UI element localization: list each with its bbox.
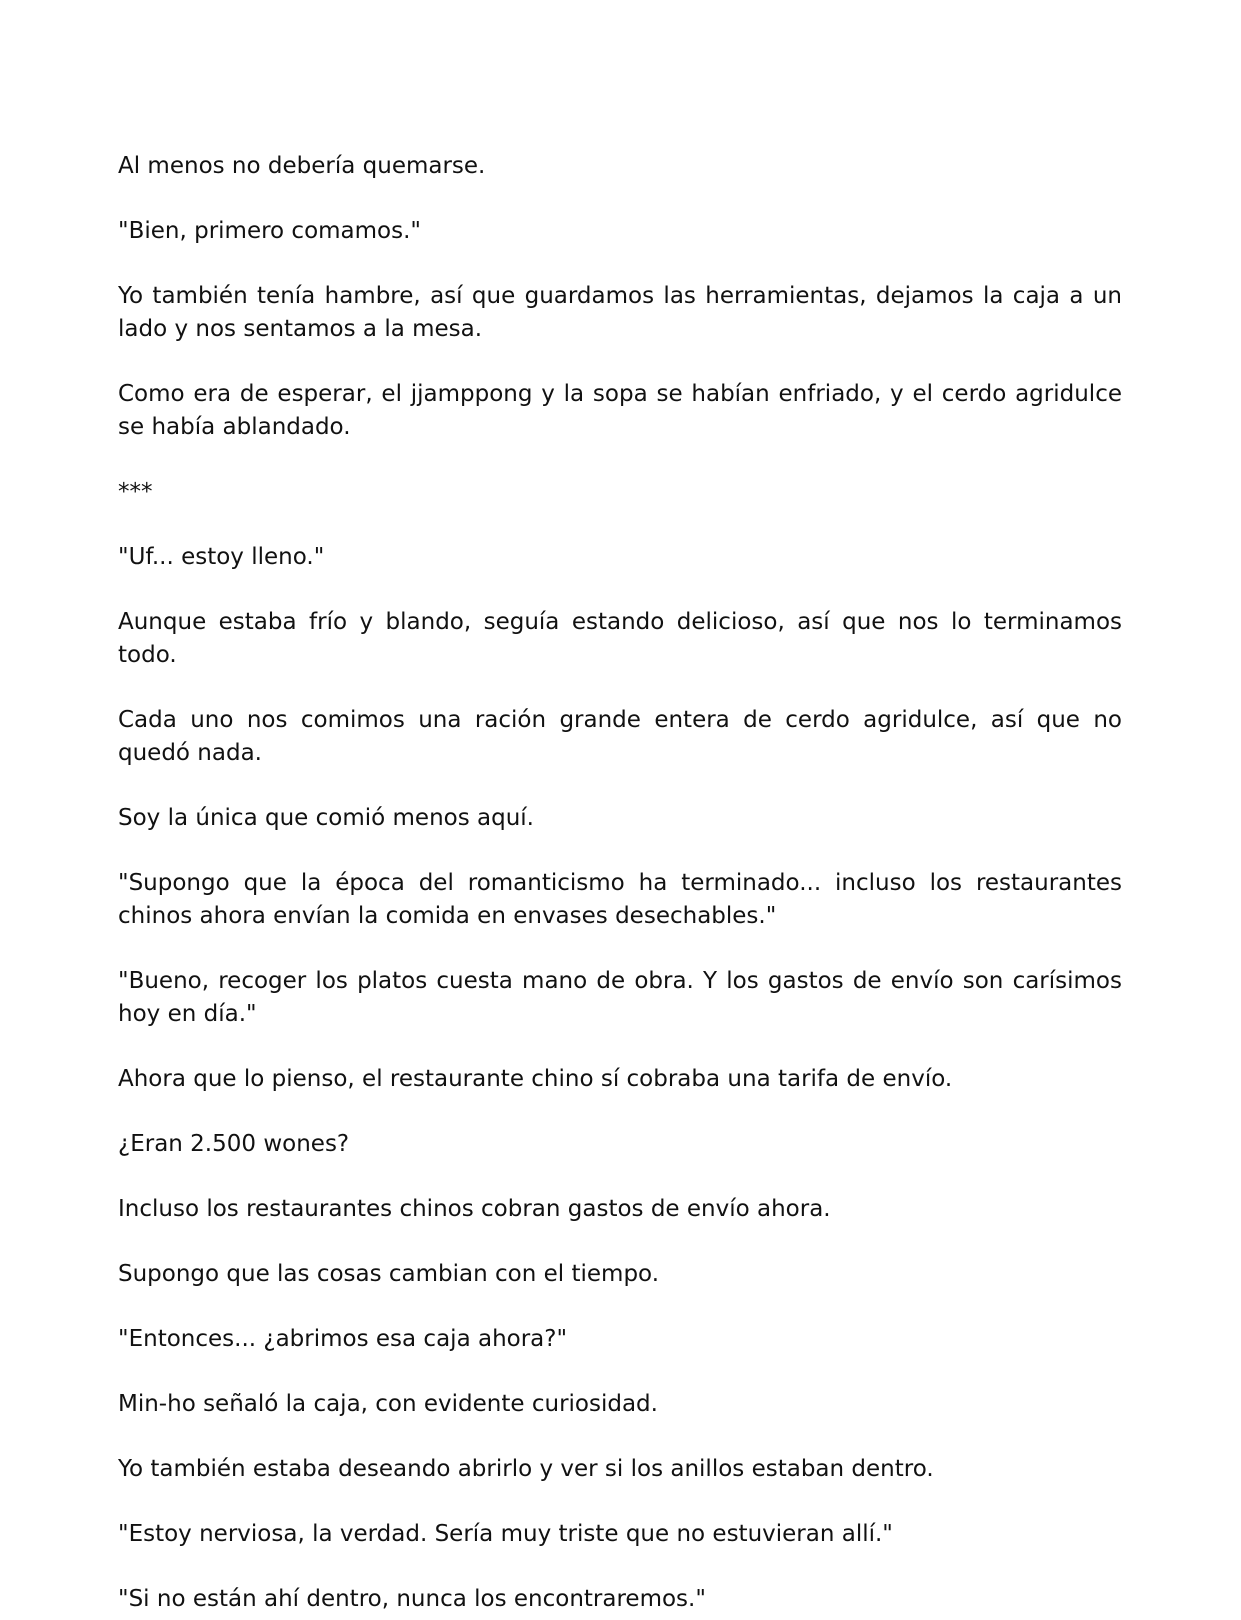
paragraph: Ahora que lo pienso, el restaurante chino sí cobraba una tarifa de envío. [118, 1066, 953, 1092]
paragraph: Incluso los restaurantes chinos cobran gastos de envío ahora. [118, 1196, 831, 1222]
paragraph: "Bueno, recoger los platos cuesta mano de obra. Y los gastos de envío son carísimos hoy en día." [118, 968, 1122, 1027]
text-column [118, 150, 1122, 1620]
paragraph: "Uf... estoy lleno." [118, 544, 325, 570]
paragraph: Soy la única que comió menos aquí. [118, 805, 534, 831]
scene-break: *** [118, 479, 153, 505]
paragraph: "Si no están ahí dentro, nunca los encontraremos." [118, 1586, 706, 1612]
paragraph: Yo también estaba deseando abrirlo y ver si los anillos estaban dentro. [118, 1456, 934, 1482]
paragraph: "Supongo que la época del romanticismo ha terminado... incluso los restaurantes chinos ahora envían la comida en envases desechables." [118, 870, 1122, 929]
paragraph: Min-ho señaló la caja, con evidente curiosidad. [118, 1391, 658, 1417]
paragraph: Como era de esperar, el jjamppong y la sopa se habían enfriado, y el cerdo agridulce se había ablandado. [118, 381, 1122, 440]
paragraph: "Estoy nerviosa, la verdad. Sería muy triste que no estuvieran allí." [118, 1521, 893, 1547]
paragraph: "Bien, primero comamos." [118, 218, 421, 244]
paragraph: Al menos no debería quemarse. [118, 153, 486, 179]
paragraph: Aunque estaba frío y blando, seguía estando delicioso, así que nos lo terminamos todo. [118, 609, 1122, 668]
paragraph: Supongo que las cosas cambian con el tiempo. [118, 1261, 660, 1287]
paragraph: Cada uno nos comimos una ración grande entera de cerdo agridulce, así que no quedó nada. [118, 707, 1122, 766]
paragraph: "Entonces... ¿abrimos esa caja ahora?" [118, 1326, 568, 1352]
paragraph: ¿Eran 2.500 wones? [118, 1131, 350, 1157]
paragraph: Yo también tenía hambre, así que guardamos las herramientas, dejamos la caja a un lado y nos sentamos a la mesa. [118, 283, 1122, 342]
